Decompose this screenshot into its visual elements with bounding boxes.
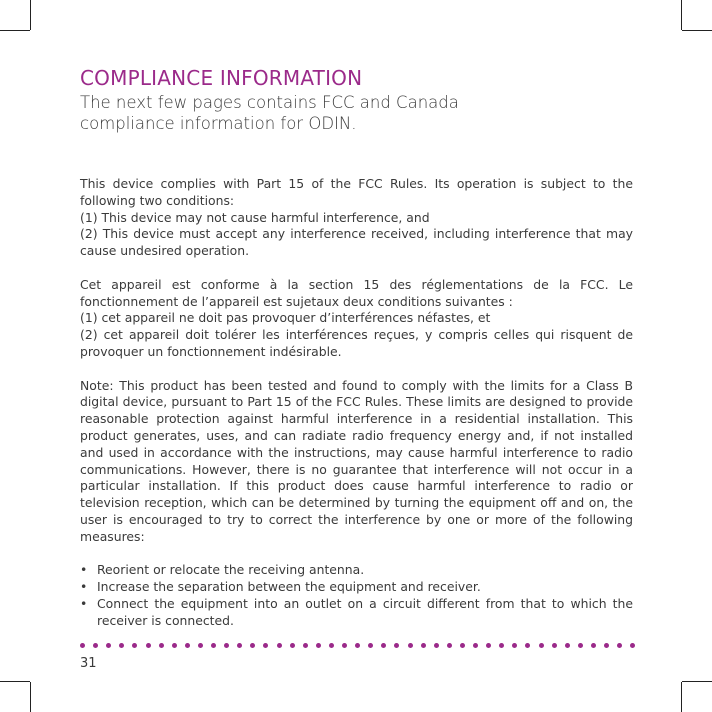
divider-dot [473,643,478,648]
dotted-divider [80,643,633,651]
crop-mark-bottom-right-v [681,682,682,712]
page-subtitle: The next few pages contains FCC and Canada compliance information for ODIN. [80,93,459,133]
divider-dot [119,643,124,648]
divider-dot [93,643,98,648]
divider-dot [263,643,268,648]
divider-dot [604,643,609,648]
divider-dot [159,643,164,648]
measure-text: Connect the equipment into an outlet on a circuit different from that to which the receiver is connected. [97,595,633,628]
page-title: COMPLIANCE INFORMATION [80,66,363,90]
fcc-note-paragraph: Note: This product has been tested and found to comply with the limits for a Class B digital device, pursuant to Part 15 of the FCC Rules. These limits are designed to provide reasonable protection against harmful interference in a residential installation. This product generates, uses, and can radiate radio frequency energy and, if not installed and used in accordance with the instructions, may cause harmful interference to radio communications. However, there is no guarantee that interference will not occur in a particular installation. If this product does cause harmful interference to radio or television reception, which can be determined by turning the equipment off and on, the user is encouraged to try to correct the interference by one or more of the following measures: [80,377,633,544]
divider-dot [525,643,530,648]
divider-dot [460,643,465,648]
divider-dot [198,643,203,648]
divider-dot [499,643,504,648]
crop-mark-top-right-h [682,30,712,31]
measure-text: Increase the separation between the equipment and receiver. [97,579,481,595]
crop-mark-top-right-v [681,0,682,30]
divider-dot [447,643,452,648]
fcc-french-statement [80,277,633,361]
divider-dot [106,643,111,648]
divider-dot [277,643,282,648]
page-number: 31 [80,656,97,671]
divider-dot [486,643,491,648]
divider-dot [329,643,334,648]
divider-dot [617,643,622,648]
list-item [80,596,633,630]
divider-dot [630,643,635,648]
measures-list [80,562,633,629]
divider-dot [355,643,360,648]
bullet-icon: • [80,562,88,578]
crop-mark-bottom-left-h [0,681,30,682]
page-content [80,66,633,630]
divider-dot [237,643,242,648]
divider-dot [408,643,413,648]
divider-dot [303,643,308,648]
fcc-french-condition-2: (2) cet appareil doit tolérer les interférences reçues, y compris celles qui risquent de provoquer un fonctionnement indésirable. [80,327,633,359]
fcc-english-intro: This device complies with Part 15 of the FCC Rules. Its operation is subject to the following two conditions: [80,176,633,208]
divider-dot [250,643,255,648]
divider-dot [172,643,177,648]
fcc-english-condition-1: (1) This device may not cause harmful interference, and [80,209,430,225]
divider-dot [591,643,596,648]
divider-dot [80,643,85,648]
list-item [80,562,633,579]
divider-dot [552,643,557,648]
divider-dot [185,643,190,648]
divider-dot [381,643,386,648]
divider-dot [512,643,517,648]
divider-dot [434,643,439,648]
crop-mark-bottom-left-v [30,682,31,712]
divider-dot [578,643,583,648]
divider-dot [421,643,426,648]
divider-dot [224,643,229,648]
divider-dot [342,643,347,648]
measure-text: Reorient or relocate the receiving antenna. [97,562,365,578]
fcc-english-statement [80,176,633,260]
fcc-english-condition-2: (2) This device must accept any interference received, including interference that may cause undesired operation. [80,226,633,259]
divider-dot [146,643,151,648]
compliance-body [80,176,633,630]
bullet-icon: • [80,595,88,611]
crop-mark-top-left-v [30,0,31,30]
divider-dot [132,643,137,648]
crop-mark-top-left-h [0,30,30,31]
divider-dot [290,643,295,648]
divider-dot [565,643,570,648]
list-item [80,579,633,596]
bullet-icon: • [80,579,88,595]
fcc-french-condition-1: (1) cet appareil ne doit pas provoquer d’interférences néfastes, et [80,310,491,326]
divider-dot [394,643,399,648]
divider-dot [211,643,216,648]
divider-dot [539,643,544,648]
fcc-french-intro: Cet appareil est conforme à la section 15 des réglementations de la FCC. Le fonctionnement de l’appareil est sujetaux deux conditions suivantes : [80,276,633,309]
crop-mark-bottom-right-h [682,681,712,682]
divider-dot [316,643,321,648]
divider-dot [368,643,373,648]
